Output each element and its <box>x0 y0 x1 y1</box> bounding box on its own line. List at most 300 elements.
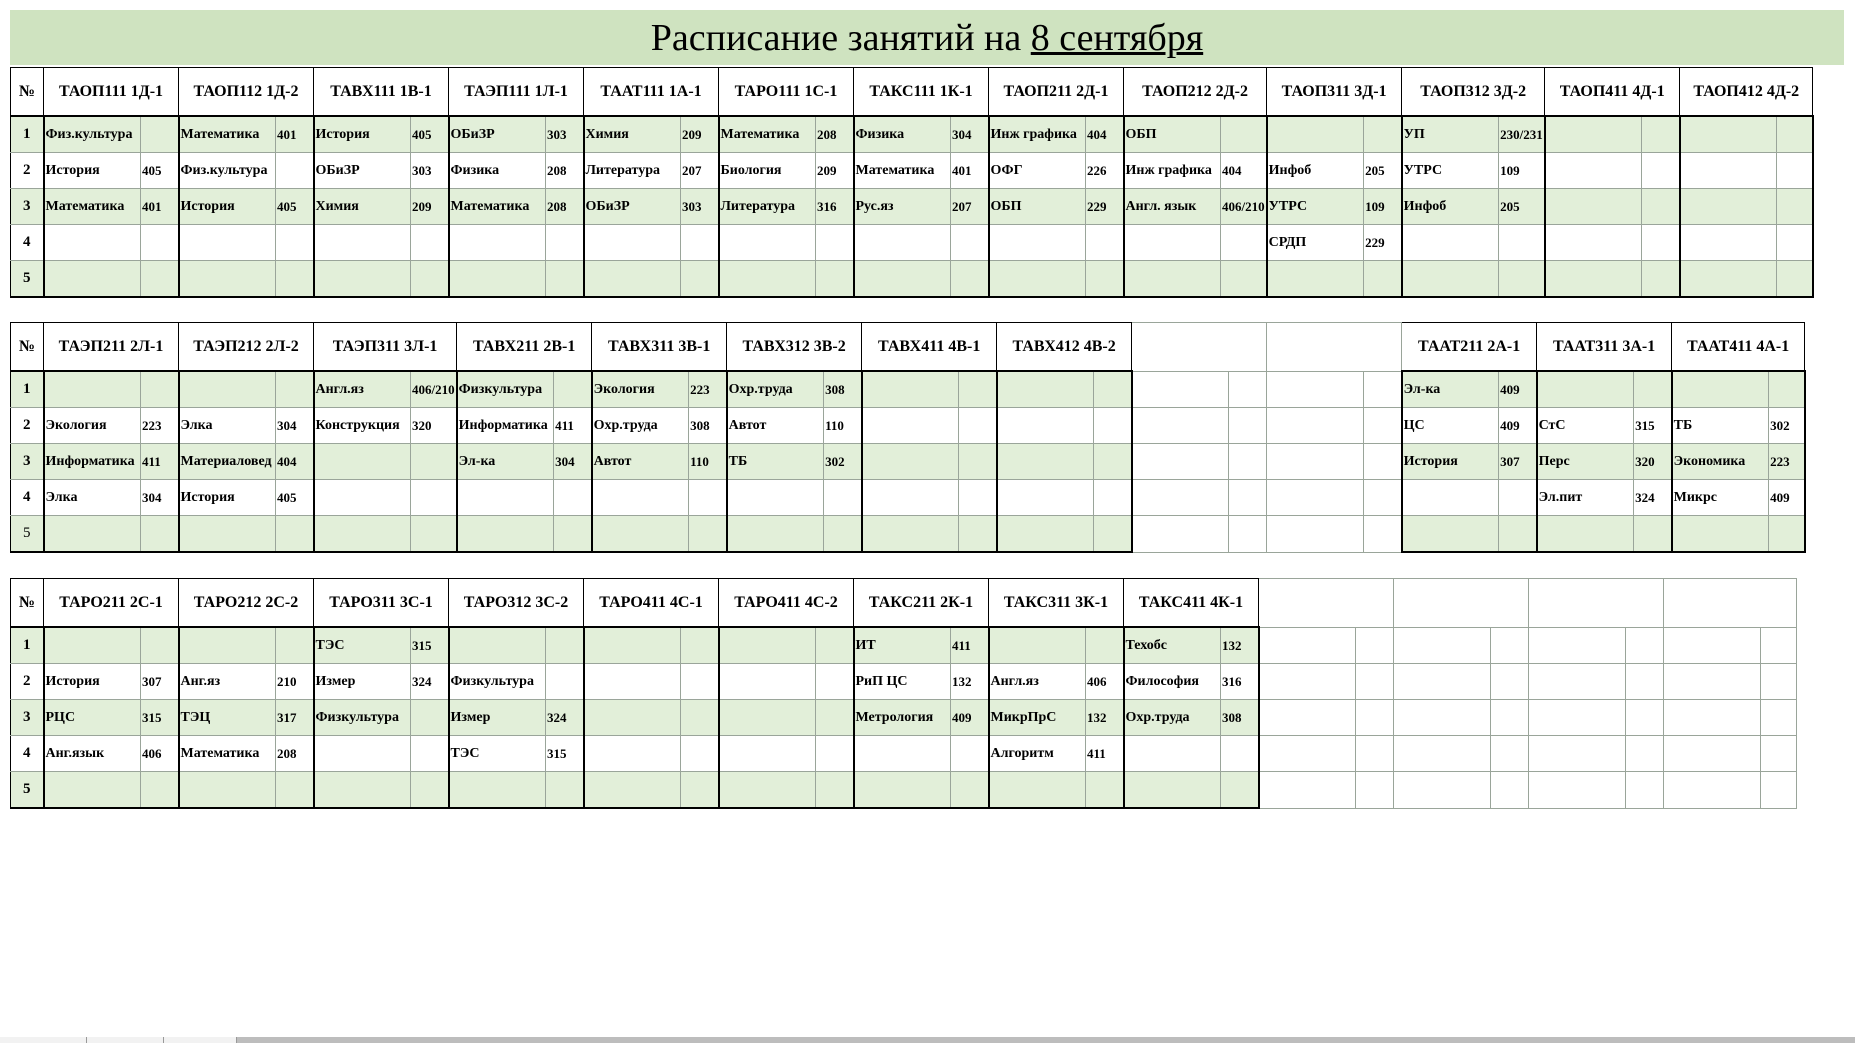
subject-cell[interactable] <box>1132 444 1229 480</box>
subject-cell[interactable] <box>179 371 276 408</box>
room-cell[interactable] <box>1364 480 1402 516</box>
room-cell[interactable]: 302 <box>1769 408 1805 444</box>
subject-cell[interactable]: Математика <box>179 116 276 153</box>
subject-cell[interactable] <box>989 772 1086 809</box>
room-cell[interactable]: 303 <box>411 153 449 189</box>
subject-cell[interactable] <box>449 261 546 298</box>
room-cell[interactable] <box>1229 371 1267 408</box>
subject-cell[interactable] <box>1124 261 1221 298</box>
subject-cell[interactable] <box>997 408 1094 444</box>
subject-cell[interactable]: Математика <box>719 116 816 153</box>
room-cell[interactable] <box>951 772 989 809</box>
subject-cell[interactable]: Измер <box>449 700 546 736</box>
room-cell[interactable]: 324 <box>411 664 449 700</box>
room-cell[interactable] <box>276 627 314 664</box>
sheet-tab[interactable] <box>0 1037 87 1043</box>
room-cell[interactable]: 205 <box>1364 153 1402 189</box>
room-cell[interactable]: 320 <box>1634 444 1672 480</box>
subject-cell[interactable] <box>1267 116 1364 153</box>
subject-cell[interactable] <box>1132 371 1229 408</box>
subject-cell[interactable]: МикрПрС <box>989 700 1086 736</box>
subject-cell[interactable] <box>1394 627 1491 664</box>
room-cell[interactable] <box>1777 116 1813 153</box>
subject-cell[interactable] <box>1672 371 1769 408</box>
room-cell[interactable] <box>546 261 584 298</box>
room-cell[interactable] <box>1634 516 1672 553</box>
subject-cell[interactable]: СРДП <box>1267 225 1364 261</box>
room-cell[interactable]: 406 <box>141 736 179 772</box>
subject-cell[interactable] <box>854 261 951 298</box>
subject-cell[interactable]: Алгоритм <box>989 736 1086 772</box>
subject-cell[interactable] <box>314 225 411 261</box>
subject-cell[interactable] <box>314 772 411 809</box>
room-cell[interactable] <box>1642 189 1680 225</box>
subject-cell[interactable]: Эл.пит <box>1537 480 1634 516</box>
subject-cell[interactable]: ТЭС <box>449 736 546 772</box>
subject-cell[interactable]: Химия <box>314 189 411 225</box>
room-cell[interactable]: 110 <box>689 444 727 480</box>
room-cell[interactable] <box>1356 664 1394 700</box>
room-cell[interactable]: 404 <box>276 444 314 480</box>
subject-cell[interactable] <box>862 480 959 516</box>
room-cell[interactable] <box>554 516 592 553</box>
room-cell[interactable]: 209 <box>681 116 719 153</box>
room-cell[interactable] <box>1777 153 1813 189</box>
subject-cell[interactable]: Математика <box>449 189 546 225</box>
room-cell[interactable]: 132 <box>1221 627 1259 664</box>
subject-cell[interactable] <box>997 516 1094 553</box>
room-cell[interactable] <box>1221 772 1259 809</box>
subject-cell[interactable] <box>862 516 959 553</box>
room-cell[interactable] <box>1626 627 1664 664</box>
room-cell[interactable] <box>1356 772 1394 809</box>
room-cell[interactable] <box>554 371 592 408</box>
room-cell[interactable] <box>681 736 719 772</box>
subject-cell[interactable] <box>1267 371 1364 408</box>
subject-cell[interactable] <box>1529 627 1626 664</box>
subject-cell[interactable] <box>179 627 276 664</box>
subject-cell[interactable]: Информатика <box>457 408 554 444</box>
room-cell[interactable] <box>951 225 989 261</box>
subject-cell[interactable]: Физика <box>854 116 951 153</box>
room-cell[interactable] <box>1491 736 1529 772</box>
subject-cell[interactable]: Англ.яз <box>314 371 411 408</box>
room-cell[interactable] <box>689 516 727 553</box>
room-cell[interactable] <box>546 772 584 809</box>
room-cell[interactable] <box>681 261 719 298</box>
subject-cell[interactable]: УП <box>1402 116 1499 153</box>
subject-cell[interactable] <box>1545 189 1642 225</box>
room-cell[interactable] <box>1356 700 1394 736</box>
room-cell[interactable] <box>1499 225 1545 261</box>
room-cell[interactable]: 411 <box>554 408 592 444</box>
subject-cell[interactable]: РиП ЦС <box>854 664 951 700</box>
room-cell[interactable] <box>1642 261 1680 298</box>
subject-cell[interactable] <box>449 225 546 261</box>
room-cell[interactable]: 308 <box>1221 700 1259 736</box>
room-cell[interactable] <box>1364 444 1402 480</box>
subject-cell[interactable] <box>179 772 276 809</box>
subject-cell[interactable]: Элка <box>44 480 141 516</box>
subject-cell[interactable] <box>449 627 546 664</box>
room-cell[interactable] <box>411 736 449 772</box>
room-cell[interactable]: 406/210 <box>1221 189 1267 225</box>
subject-cell[interactable] <box>1267 261 1364 298</box>
room-cell[interactable]: 401 <box>141 189 179 225</box>
room-cell[interactable] <box>951 736 989 772</box>
room-cell[interactable]: 210 <box>276 664 314 700</box>
subject-cell[interactable]: Инфоб <box>1402 189 1499 225</box>
subject-cell[interactable]: ИТ <box>854 627 951 664</box>
room-cell[interactable]: 208 <box>816 116 854 153</box>
subject-cell[interactable] <box>727 516 824 553</box>
room-cell[interactable] <box>681 627 719 664</box>
room-cell[interactable]: 132 <box>1086 700 1124 736</box>
subject-cell[interactable]: ТБ <box>1672 408 1769 444</box>
room-cell[interactable] <box>1221 116 1267 153</box>
subject-cell[interactable] <box>1529 736 1626 772</box>
subject-cell[interactable]: Анг.язык <box>44 736 141 772</box>
subject-cell[interactable]: Инж графика <box>989 116 1086 153</box>
room-cell[interactable]: 205 <box>1499 189 1545 225</box>
subject-cell[interactable] <box>1529 700 1626 736</box>
subject-cell[interactable] <box>1680 189 1777 225</box>
room-cell[interactable] <box>959 371 997 408</box>
subject-cell[interactable] <box>44 371 141 408</box>
room-cell[interactable] <box>276 225 314 261</box>
subject-cell[interactable]: Экология <box>592 371 689 408</box>
subject-cell[interactable]: История <box>179 189 276 225</box>
subject-cell[interactable]: История <box>1402 444 1499 480</box>
room-cell[interactable]: 406/210 <box>411 371 457 408</box>
subject-cell[interactable] <box>179 516 276 553</box>
room-cell[interactable] <box>1491 700 1529 736</box>
room-cell[interactable] <box>1094 408 1132 444</box>
room-cell[interactable] <box>1229 408 1267 444</box>
room-cell[interactable] <box>141 261 179 298</box>
subject-cell[interactable]: История <box>44 664 141 700</box>
room-cell[interactable] <box>1761 736 1797 772</box>
subject-cell[interactable]: ТБ <box>727 444 824 480</box>
room-cell[interactable] <box>1086 225 1124 261</box>
room-cell[interactable] <box>681 664 719 700</box>
room-cell[interactable]: 404 <box>1221 153 1267 189</box>
room-cell[interactable]: 307 <box>141 664 179 700</box>
room-cell[interactable] <box>1499 261 1545 298</box>
subject-cell[interactable] <box>719 261 816 298</box>
subject-cell[interactable]: Информатика <box>44 444 141 480</box>
room-cell[interactable] <box>824 516 862 553</box>
room-cell[interactable]: 307 <box>1499 444 1537 480</box>
subject-cell[interactable] <box>1267 408 1364 444</box>
room-cell[interactable] <box>1777 225 1813 261</box>
subject-cell[interactable] <box>457 516 554 553</box>
room-cell[interactable] <box>276 261 314 298</box>
subject-cell[interactable] <box>1124 736 1221 772</box>
room-cell[interactable] <box>1769 371 1805 408</box>
room-cell[interactable] <box>959 444 997 480</box>
subject-cell[interactable] <box>1402 225 1499 261</box>
room-cell[interactable] <box>1094 371 1132 408</box>
subject-cell[interactable] <box>1259 664 1356 700</box>
subject-cell[interactable] <box>997 444 1094 480</box>
room-cell[interactable] <box>681 772 719 809</box>
subject-cell[interactable] <box>1529 664 1626 700</box>
subject-cell[interactable]: Экономика <box>1672 444 1769 480</box>
room-cell[interactable]: 409 <box>951 700 989 736</box>
subject-cell[interactable]: ОБП <box>1124 116 1221 153</box>
subject-cell[interactable] <box>584 627 681 664</box>
subject-cell[interactable]: Автот <box>592 444 689 480</box>
subject-cell[interactable] <box>314 480 411 516</box>
subject-cell[interactable] <box>314 516 411 553</box>
subject-cell[interactable]: ЦС <box>1402 408 1499 444</box>
subject-cell[interactable] <box>997 371 1094 408</box>
room-cell[interactable] <box>1761 700 1797 736</box>
room-cell[interactable] <box>1086 627 1124 664</box>
subject-cell[interactable] <box>1680 116 1777 153</box>
subject-cell[interactable]: Охр.труда <box>1124 700 1221 736</box>
subject-cell[interactable]: Измер <box>314 664 411 700</box>
room-cell[interactable] <box>411 516 457 553</box>
room-cell[interactable] <box>816 772 854 809</box>
subject-cell[interactable]: Перс <box>1537 444 1634 480</box>
subject-cell[interactable]: Охр.труда <box>592 408 689 444</box>
room-cell[interactable] <box>1229 480 1267 516</box>
subject-cell[interactable] <box>1537 516 1634 553</box>
room-cell[interactable] <box>1777 189 1813 225</box>
subject-cell[interactable] <box>1267 516 1364 553</box>
subject-cell[interactable]: Физ.культура <box>44 116 141 153</box>
room-cell[interactable]: 209 <box>411 189 449 225</box>
room-cell[interactable] <box>1094 516 1132 553</box>
room-cell[interactable]: 320 <box>411 408 457 444</box>
room-cell[interactable]: 302 <box>824 444 862 480</box>
room-cell[interactable]: 207 <box>951 189 989 225</box>
room-cell[interactable] <box>276 153 314 189</box>
subject-cell[interactable] <box>1132 480 1229 516</box>
subject-cell[interactable] <box>584 700 681 736</box>
subject-cell[interactable] <box>854 736 951 772</box>
room-cell[interactable]: 308 <box>689 408 727 444</box>
room-cell[interactable] <box>1761 664 1797 700</box>
room-cell[interactable]: 303 <box>681 189 719 225</box>
subject-cell[interactable] <box>1680 261 1777 298</box>
subject-cell[interactable]: Физкультура <box>449 664 546 700</box>
subject-cell[interactable] <box>989 627 1086 664</box>
subject-cell[interactable] <box>1267 444 1364 480</box>
subject-cell[interactable]: Инж графика <box>1124 153 1221 189</box>
subject-cell[interactable] <box>1680 153 1777 189</box>
subject-cell[interactable]: Литература <box>584 153 681 189</box>
subject-cell[interactable] <box>719 225 816 261</box>
room-cell[interactable]: 308 <box>824 371 862 408</box>
room-cell[interactable]: 304 <box>554 444 592 480</box>
subject-cell[interactable] <box>719 736 816 772</box>
subject-cell[interactable]: Инфоб <box>1267 153 1364 189</box>
room-cell[interactable] <box>1364 408 1402 444</box>
room-cell[interactable]: 304 <box>951 116 989 153</box>
room-cell[interactable] <box>1499 516 1537 553</box>
subject-cell[interactable]: Философия <box>1124 664 1221 700</box>
room-cell[interactable] <box>816 627 854 664</box>
room-cell[interactable]: 230/231 <box>1499 116 1545 153</box>
room-cell[interactable]: 411 <box>141 444 179 480</box>
subject-cell[interactable] <box>862 408 959 444</box>
room-cell[interactable]: 315 <box>546 736 584 772</box>
subject-cell[interactable] <box>862 444 959 480</box>
subject-cell[interactable]: История <box>314 116 411 153</box>
subject-cell[interactable]: Англ. язык <box>1124 189 1221 225</box>
subject-cell[interactable] <box>1537 371 1634 408</box>
room-cell[interactable]: 401 <box>276 116 314 153</box>
subject-cell[interactable] <box>1664 736 1761 772</box>
room-cell[interactable] <box>141 371 179 408</box>
room-cell[interactable] <box>959 480 997 516</box>
room-cell[interactable] <box>1221 261 1267 298</box>
subject-cell[interactable] <box>1402 480 1499 516</box>
subject-cell[interactable] <box>1545 225 1642 261</box>
sheet-tab[interactable] <box>164 1037 237 1043</box>
subject-cell[interactable]: Автот <box>727 408 824 444</box>
subject-cell[interactable] <box>584 736 681 772</box>
room-cell[interactable]: 208 <box>546 189 584 225</box>
subject-cell[interactable] <box>1545 116 1642 153</box>
room-cell[interactable] <box>1094 444 1132 480</box>
subject-cell[interactable] <box>44 516 141 553</box>
subject-cell[interactable]: Физ.культура <box>179 153 276 189</box>
room-cell[interactable] <box>689 480 727 516</box>
subject-cell[interactable] <box>1664 627 1761 664</box>
room-cell[interactable]: 405 <box>141 153 179 189</box>
subject-cell[interactable]: Конструкция <box>314 408 411 444</box>
subject-cell[interactable] <box>314 261 411 298</box>
subject-cell[interactable] <box>1402 261 1499 298</box>
subject-cell[interactable]: ОБП <box>989 189 1086 225</box>
room-cell[interactable]: 208 <box>276 736 314 772</box>
room-cell[interactable]: 209 <box>816 153 854 189</box>
subject-cell[interactable]: Химия <box>584 116 681 153</box>
subject-cell[interactable]: ТЭЦ <box>179 700 276 736</box>
subject-cell[interactable] <box>584 261 681 298</box>
room-cell[interactable]: 409 <box>1499 371 1537 408</box>
subject-cell[interactable] <box>592 480 689 516</box>
subject-cell[interactable]: Математика <box>179 736 276 772</box>
room-cell[interactable]: 404 <box>1086 116 1124 153</box>
subject-cell[interactable]: Техобс <box>1124 627 1221 664</box>
room-cell[interactable] <box>411 480 457 516</box>
room-cell[interactable]: 226 <box>1086 153 1124 189</box>
room-cell[interactable] <box>959 516 997 553</box>
subject-cell[interactable] <box>584 664 681 700</box>
subject-cell[interactable] <box>1545 261 1642 298</box>
room-cell[interactable]: 110 <box>824 408 862 444</box>
subject-cell[interactable] <box>1259 736 1356 772</box>
room-cell[interactable]: 405 <box>276 480 314 516</box>
room-cell[interactable]: 324 <box>1634 480 1672 516</box>
room-cell[interactable] <box>546 664 584 700</box>
room-cell[interactable]: 109 <box>1499 153 1545 189</box>
room-cell[interactable] <box>546 627 584 664</box>
subject-cell[interactable] <box>314 444 411 480</box>
room-cell[interactable] <box>816 261 854 298</box>
room-cell[interactable] <box>141 772 179 809</box>
subject-cell[interactable]: Англ.яз <box>989 664 1086 700</box>
room-cell[interactable] <box>816 225 854 261</box>
subject-cell[interactable] <box>1529 772 1626 809</box>
subject-cell[interactable] <box>1124 225 1221 261</box>
subject-cell[interactable]: История <box>179 480 276 516</box>
room-cell[interactable] <box>546 225 584 261</box>
room-cell[interactable]: 411 <box>951 627 989 664</box>
room-cell[interactable] <box>1626 772 1664 809</box>
room-cell[interactable] <box>276 371 314 408</box>
room-cell[interactable] <box>1221 736 1259 772</box>
subject-cell[interactable] <box>854 225 951 261</box>
subject-cell[interactable]: УТРС <box>1402 153 1499 189</box>
room-cell[interactable] <box>1094 480 1132 516</box>
subject-cell[interactable]: ОФГ <box>989 153 1086 189</box>
room-cell[interactable] <box>1642 116 1680 153</box>
room-cell[interactable]: 324 <box>546 700 584 736</box>
room-cell[interactable] <box>276 772 314 809</box>
room-cell[interactable]: 109 <box>1364 189 1402 225</box>
room-cell[interactable] <box>1356 627 1394 664</box>
subject-cell[interactable] <box>727 480 824 516</box>
subject-cell[interactable] <box>584 225 681 261</box>
subject-cell[interactable] <box>1124 772 1221 809</box>
room-cell[interactable] <box>141 627 179 664</box>
subject-cell[interactable] <box>179 261 276 298</box>
room-cell[interactable] <box>1086 772 1124 809</box>
subject-cell[interactable] <box>1394 736 1491 772</box>
room-cell[interactable]: 223 <box>1769 444 1805 480</box>
subject-cell[interactable] <box>719 627 816 664</box>
subject-cell[interactable] <box>1394 700 1491 736</box>
subject-cell[interactable] <box>1259 627 1356 664</box>
subject-cell[interactable] <box>1664 664 1761 700</box>
subject-cell[interactable]: Микрс <box>1672 480 1769 516</box>
subject-cell[interactable] <box>1680 225 1777 261</box>
room-cell[interactable]: 317 <box>276 700 314 736</box>
room-cell[interactable] <box>1642 153 1680 189</box>
room-cell[interactable] <box>411 225 449 261</box>
subject-cell[interactable]: Физкультура <box>457 371 554 408</box>
subject-cell[interactable]: Материаловед <box>179 444 276 480</box>
subject-cell[interactable] <box>584 772 681 809</box>
subject-cell[interactable] <box>1394 664 1491 700</box>
subject-cell[interactable] <box>1545 153 1642 189</box>
subject-cell[interactable]: Математика <box>44 189 141 225</box>
subject-cell[interactable]: ОБиЗР <box>449 116 546 153</box>
subject-cell[interactable] <box>1259 772 1356 809</box>
room-cell[interactable] <box>959 408 997 444</box>
room-cell[interactable] <box>1364 516 1402 553</box>
room-cell[interactable]: 409 <box>1499 408 1537 444</box>
subject-cell[interactable]: Анг.яз <box>179 664 276 700</box>
subject-cell[interactable] <box>862 371 959 408</box>
room-cell[interactable]: 411 <box>1086 736 1124 772</box>
subject-cell[interactable]: ОБиЗР <box>584 189 681 225</box>
subject-cell[interactable]: Биология <box>719 153 816 189</box>
room-cell[interactable]: 303 <box>546 116 584 153</box>
subject-cell[interactable] <box>44 225 141 261</box>
room-cell[interactable] <box>1356 736 1394 772</box>
room-cell[interactable] <box>951 261 989 298</box>
subject-cell[interactable] <box>1664 772 1761 809</box>
room-cell[interactable] <box>1634 371 1672 408</box>
room-cell[interactable] <box>276 516 314 553</box>
